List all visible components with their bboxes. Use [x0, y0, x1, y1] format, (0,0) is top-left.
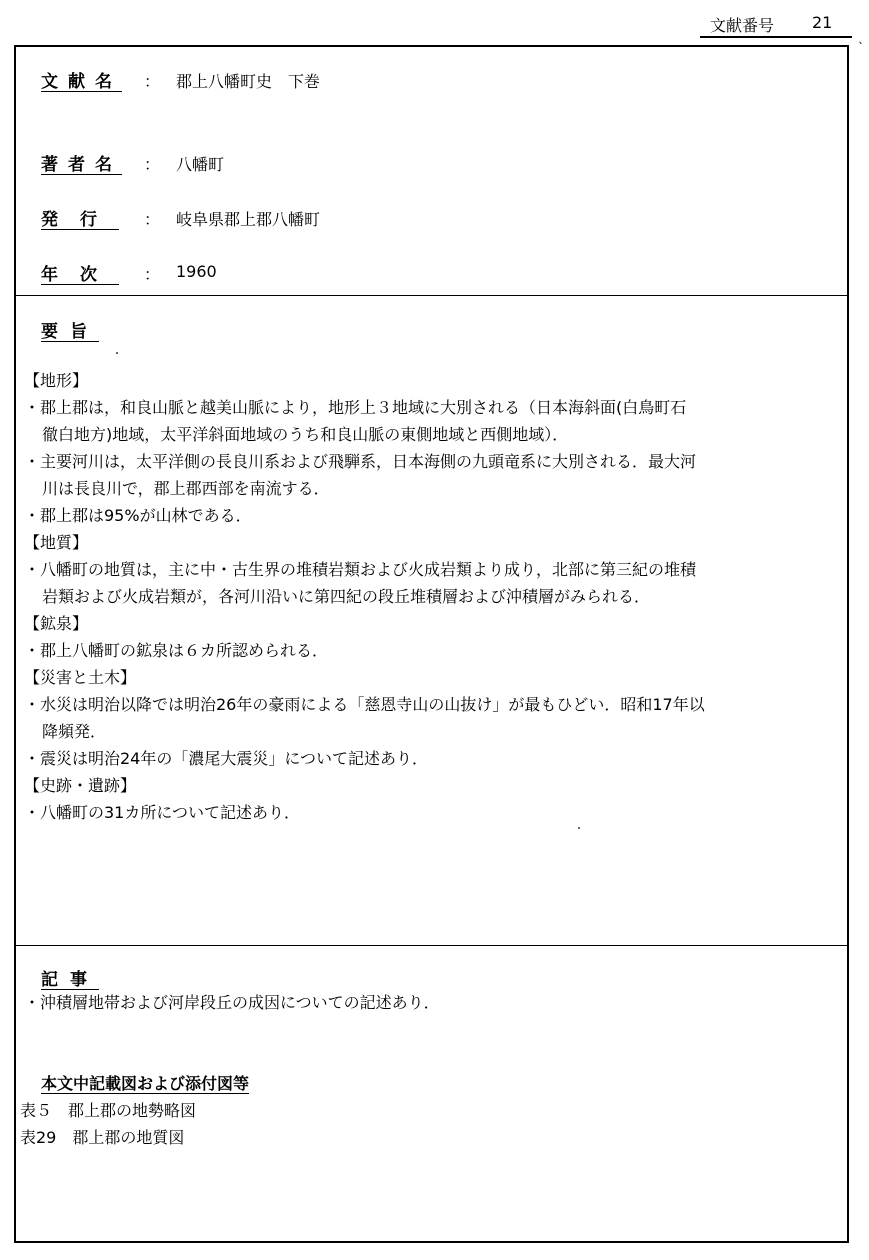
- author-colon: ：: [144, 155, 161, 174]
- publisher-colon: ：: [144, 210, 161, 229]
- year-value: 1960: [176, 262, 217, 281]
- summary-line: 【地形】: [24, 371, 89, 390]
- title-label: 文献名: [41, 72, 122, 92]
- article-line: ・沖積層地帯および河岸段丘の成因についての記述あり．: [24, 993, 440, 1012]
- summary-line: 岩類および火成岩類が，各河川沿いに第四紀の段丘堆積層および沖積層がみられる．: [42, 587, 651, 606]
- scan-speck: [578, 827, 580, 829]
- summary-line: 徹白地方)地域，太平洋斜面地域のうち和良山脈の東側地域と西側地域）．: [42, 425, 569, 444]
- header-divider: [16, 295, 847, 296]
- figures-list: [20, 1097, 196, 1151]
- publisher-value: 岐阜県郡上郡八幡町: [176, 210, 321, 229]
- summary-line: ・郡上郡は，和良山脈と越美山脈により，地形上３地域に大別される（日本海斜面(白鳥町石: [24, 398, 687, 417]
- summary-title: 要旨: [41, 322, 99, 342]
- summary-line: 【史跡・遺跡】: [24, 776, 137, 795]
- scan-speck: [116, 352, 118, 354]
- publisher-label: 発行: [41, 210, 119, 230]
- article-title: 記事: [41, 970, 99, 990]
- document-frame: [14, 45, 849, 1243]
- summary-line: 【地質】: [24, 533, 89, 552]
- author-value: 八幡町: [176, 155, 225, 174]
- summary-divider: [16, 945, 847, 946]
- summary-line: ・郡上八幡町の鉱泉は６カ所認められる．: [24, 641, 329, 660]
- article-body: [24, 989, 841, 1016]
- year-colon: ：: [144, 265, 161, 284]
- summary-line: ・郡上郡は95%が山林である．: [24, 506, 252, 525]
- summary-body: [24, 367, 841, 826]
- summary-line: ・八幡町の地質は，主に中・古生界の堆積岩類および火成岩類より成り，北部に第三紀の堆積: [24, 560, 697, 579]
- title-colon: ：: [144, 72, 161, 91]
- title-value: 郡上八幡町史 下巻: [176, 72, 321, 91]
- mark-icon: ˎ: [858, 30, 864, 44]
- author-label: 著者名: [41, 155, 122, 175]
- summary-line: 降頻発．: [42, 722, 107, 741]
- figures-title: 本文中記載図および添付図等: [41, 1074, 250, 1093]
- figure-item: 表５ 郡上郡の地勢略図: [20, 1101, 197, 1120]
- summary-line: ・震災は明治24年の「濃尾大震災」について記述あり．: [24, 749, 429, 768]
- document-number-label: 文献番号: [710, 16, 775, 35]
- summary-line: ・八幡町の31カ所について記述あり．: [24, 803, 301, 822]
- document-number: [700, 8, 852, 38]
- summary-line: 【災害と土木】: [24, 668, 137, 687]
- figure-item: 表29 郡上郡の地質図: [20, 1128, 185, 1147]
- summary-line: 【鉱泉】: [24, 614, 89, 633]
- summary-line: ・水災は明治以降では明治26年の豪雨による「慈恩寺山の山抜け」が最もひどい．昭和17年以: [24, 695, 705, 714]
- summary-line: 川は長良川で，郡上郡西部を南流する．: [42, 479, 330, 498]
- year-label: 年次: [41, 265, 119, 285]
- document-number-value: 21: [812, 13, 833, 32]
- summary-line: ・主要河川は，太平洋側の長良川系および飛騨系，日本海側の九頭竜系に大別される．最大河: [24, 452, 697, 471]
